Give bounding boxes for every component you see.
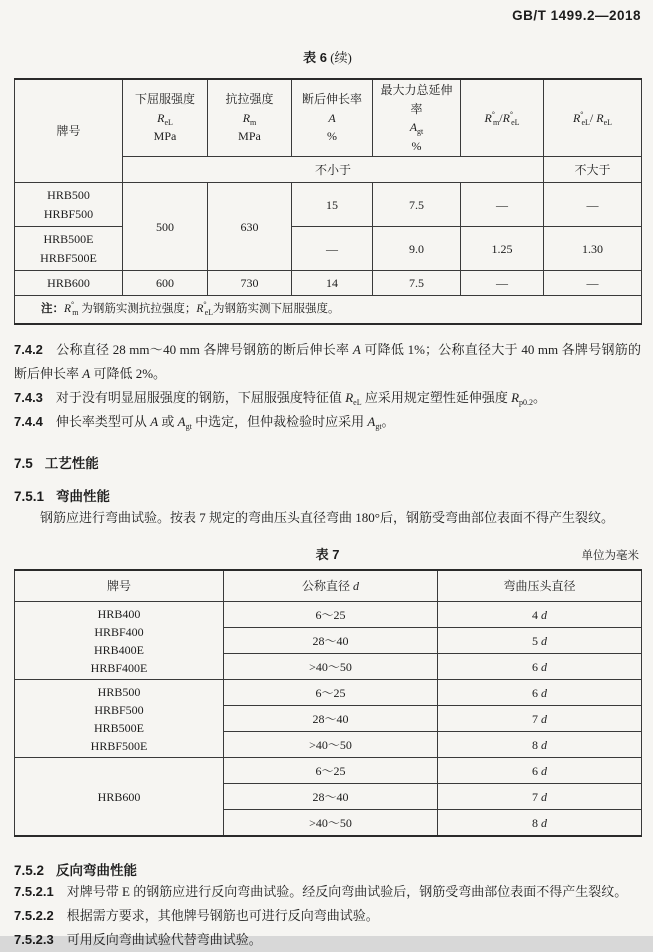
t7-bend-head-value: 5 d xyxy=(438,628,642,654)
table-row xyxy=(15,602,642,628)
clauses-7-4 xyxy=(14,338,641,434)
heading-number: 7.5 xyxy=(14,456,33,472)
t6-agt-value: 7.5 xyxy=(373,183,461,227)
paragraph-7-5-1: 钢筋应进行弯曲试验。按表 7 规定的弯曲压头直径弯曲 180°后，钢筋受弯曲部位表面不得产生裂纹。 xyxy=(40,510,614,526)
t7-diameter-range: 28～40 xyxy=(224,784,438,810)
t7-diameter-range: >40～50 xyxy=(224,732,438,758)
t7-diameter-range: 6～25 xyxy=(224,602,438,628)
t7-bend-head-value: 6 d xyxy=(438,654,642,680)
t7-grades-400-group: HRB400 HRBF400 HRB400E HRBF400E xyxy=(15,602,224,680)
clause-number: 7.5.2.3 xyxy=(14,932,54,948)
t7-bend-head-value: 6 d xyxy=(438,758,642,784)
clause-text: 对于没有明显屈服强度的钢筋，下屈服强度特征值 $R_{eL}$ 应采用规定塑性延伸强度 $R_{p0.2}$。 xyxy=(55,390,547,408)
clause-text: 公称直径 28 mm～40 mm 各牌号钢筋的断后伸长率 A 可降低 1%；公称直径大于 40 mm 各牌号钢筋的断后伸长率 A 可降低 2%。 xyxy=(14,342,641,382)
clause-text: 根据需方要求，其他牌号钢筋也可进行反向弯曲试验。 xyxy=(66,908,379,924)
table7-title: 表 7 xyxy=(315,547,340,563)
t6-elongation-value: 14 xyxy=(292,271,373,296)
t7-bend-head-value: 8 d xyxy=(438,732,642,758)
t6-agt-value: 7.5 xyxy=(373,271,461,296)
t6-elongation-value: 15 xyxy=(292,183,373,227)
table6-title xyxy=(14,47,641,66)
clause-number: 7.5.2.1 xyxy=(14,884,54,900)
t6-header-not-greater-than: 不大于 xyxy=(544,157,642,183)
clause-7-4-4 xyxy=(14,410,641,434)
t6-elongation-value: — xyxy=(292,227,373,271)
t6-header-elongation: 断后伸长率 A % xyxy=(292,79,373,157)
table-row xyxy=(15,758,642,784)
clause-text: 对牌号带 E 的钢筋应进行反向弯曲试验。经反向弯曲试验后，钢筋受弯曲部位表面不得产生裂纹。 xyxy=(66,884,628,900)
clause-number: 7.4.3 xyxy=(14,390,43,406)
table6-title-main: 表 6 xyxy=(303,50,327,65)
table-row xyxy=(15,296,642,325)
t7-bend-head-value: 8 d xyxy=(438,810,642,837)
heading-number: 7.5.2 xyxy=(14,863,45,879)
clause-text: 可用反向弯曲试验代替弯曲试验。 xyxy=(66,932,262,948)
clause-7-5-2-3 xyxy=(14,928,641,952)
t7-header-grade: 牌号 xyxy=(15,570,224,602)
t6-header-ratio-rel-rel: $R^\circ_{eL}/$ $R_{eL}$ xyxy=(544,79,642,157)
t6-yield-500: 500 xyxy=(123,183,208,271)
t7-bend-head-value: 7 d xyxy=(438,784,642,810)
t7-header-bend-head-diameter: 弯曲压头直径 xyxy=(438,570,642,602)
t6-header-yield-strength: 下屈服强度 $R_{eL}$ MPa xyxy=(123,79,208,157)
table7-bend-test xyxy=(14,569,642,837)
t6-grades-hrb500e: HRB500E HRBF500E xyxy=(15,227,123,271)
t6-agt-value: 9.0 xyxy=(373,227,461,271)
t6-yield-600: 600 xyxy=(123,271,208,296)
heading-label: 工艺性能 xyxy=(44,456,99,472)
t6-grades-hrb500: HRB500 HRBF500 xyxy=(15,183,123,227)
t6-header-max-force-elongation: 最大力总延伸率 $A_{gt}$ % xyxy=(373,79,461,157)
table7-caption xyxy=(14,544,641,564)
heading-label: 弯曲性能 xyxy=(56,489,111,505)
t6-ratio2-value: 1.30 xyxy=(544,227,642,271)
table7-unit-label: 单位为毫米 xyxy=(581,550,639,563)
heading-number: 7.5.1 xyxy=(14,489,45,505)
t7-header-nominal-diameter: 公称直径 d xyxy=(224,570,438,602)
t6-ratio1-value: — xyxy=(461,183,544,227)
t7-grades-500-group: HRB500 HRBF500 HRB500E HRBF500E xyxy=(15,680,224,758)
t6-header-grade: 牌号 xyxy=(15,79,123,183)
table-row xyxy=(15,227,642,271)
t6-header-not-less-than: 不小于 xyxy=(123,157,544,183)
t6-ratio1-value: 1.25 xyxy=(461,227,544,271)
table6-title-cont: (续) xyxy=(330,50,352,65)
doc-number: GB/T 1499.2—2018 xyxy=(512,8,641,23)
t6-note: 注：$R^\circ_m$ 为钢筋实测抗拉强度；$R^\circ_{eL}$为钢筋实测下屈服强度。 xyxy=(15,296,642,325)
clause-7-5-2-1 xyxy=(14,880,641,904)
clause-number: 7.4.2 xyxy=(14,342,43,358)
t6-ratio1-value: — xyxy=(461,271,544,296)
t6-header-ratio-rm-rel: $R^\circ_m/R^\circ_{eL}$ xyxy=(461,79,544,157)
t6-ratio2-value: — xyxy=(544,183,642,227)
clause-number: 7.5.2.2 xyxy=(14,908,54,924)
clause-7-5-2-2 xyxy=(14,904,641,928)
heading-label: 反向弯曲性能 xyxy=(56,863,138,879)
table6-mechanical-properties xyxy=(14,78,642,325)
t6-ratio2-value: — xyxy=(544,271,642,296)
heading-7-5 xyxy=(14,455,641,473)
t6-tensile-730: 730 xyxy=(208,271,292,296)
t7-bend-head-value: 7 d xyxy=(438,706,642,732)
clause-7-4-2 xyxy=(14,338,641,386)
t7-diameter-range: >40～50 xyxy=(224,654,438,680)
t7-diameter-range: 28～40 xyxy=(224,706,438,732)
t7-diameter-range: 6～25 xyxy=(224,680,438,706)
t7-bend-head-value: 4 d xyxy=(438,602,642,628)
t7-bend-head-value: 6 d xyxy=(438,680,642,706)
clause-number: 7.4.4 xyxy=(14,414,43,430)
heading-7-5-1 xyxy=(14,488,641,506)
clause-7-4-3 xyxy=(14,386,641,410)
table-row xyxy=(15,680,642,706)
clause-text: 伸长率类型可从 A 或 $A_{gt}$ 中选定，但仲裁检验时应采用 $A_{gt}$。 xyxy=(55,414,395,432)
t7-grades-600-group: HRB600 xyxy=(15,758,224,837)
t6-grades-hrb600: HRB600 xyxy=(15,271,123,296)
t6-tensile-630: 630 xyxy=(208,183,292,271)
table-row xyxy=(15,183,642,227)
t7-diameter-range: >40～50 xyxy=(224,810,438,837)
t6-header-tensile-strength: 抗拉强度 $R_m$ MPa xyxy=(208,79,292,157)
table-row xyxy=(15,271,642,296)
t7-diameter-range: 28～40 xyxy=(224,628,438,654)
heading-7-5-2 xyxy=(14,862,641,880)
t7-diameter-range: 6～25 xyxy=(224,758,438,784)
